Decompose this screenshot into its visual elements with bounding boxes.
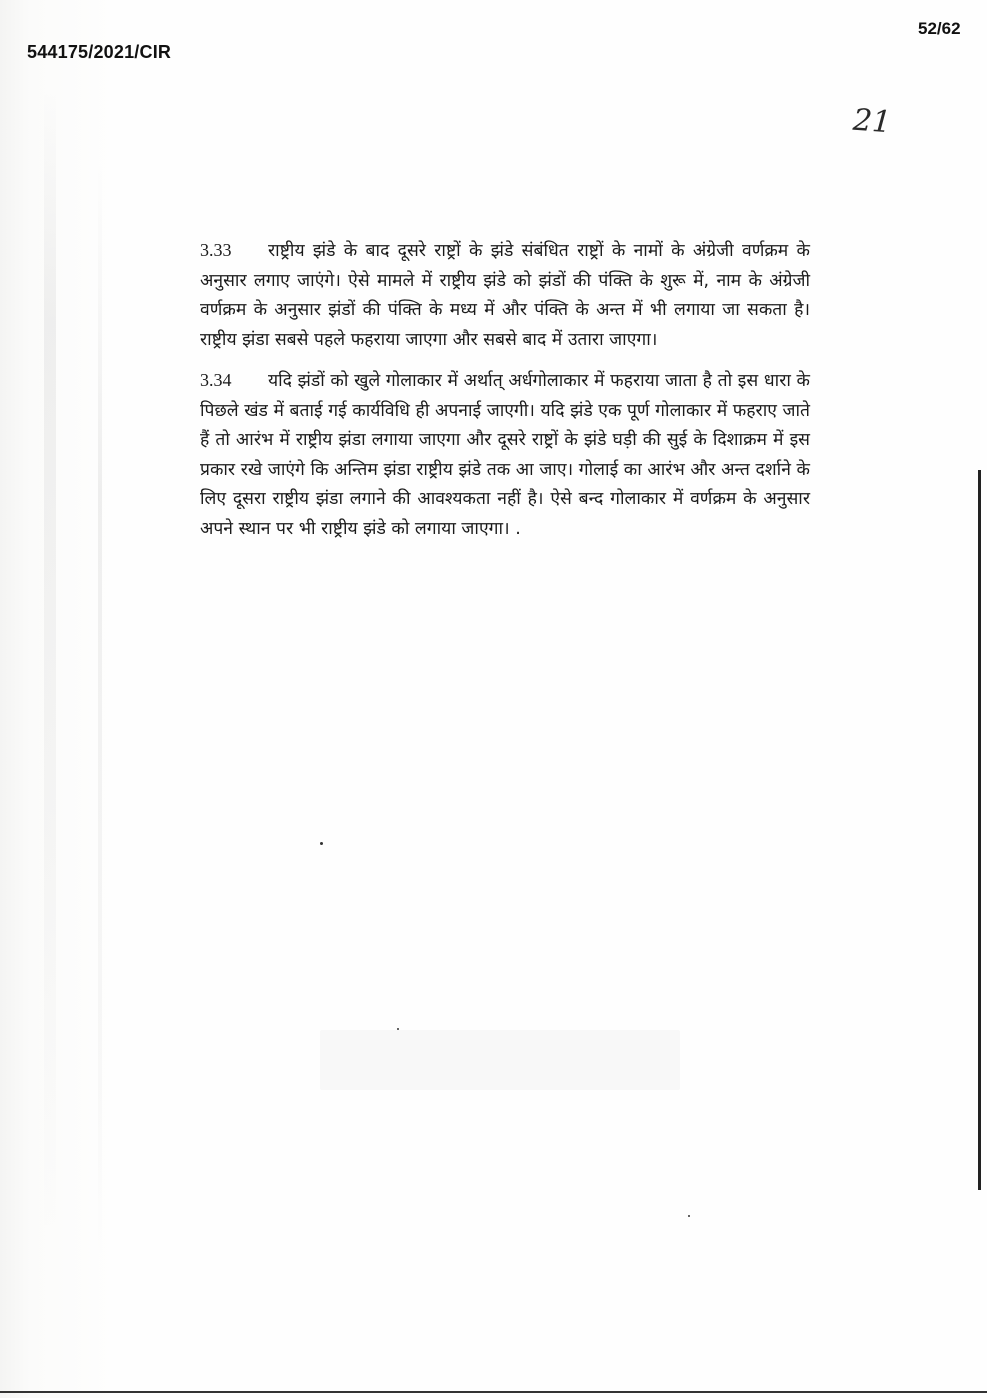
document-body bbox=[200, 236, 810, 555]
paragraph-number: 3.34 bbox=[200, 370, 232, 390]
paragraph-3-34 bbox=[200, 366, 810, 544]
paragraph-text: राष्ट्रीय झंडे के बाद दूसरे राष्ट्रों के झंडे संबंधित राष्ट्रों के नामों के अंग्रेजी वर्णक्रम के अनुसार लगाए जाएंगे। ऐसे मामले में राष्ट्रीय झंडे को झंडों की पंक्ति के शुरू में, नाम के अंग्रेजी वर्णक्रम के अनुसार झंडों की पंक्ति के मध्य में और पंक्ति के अन्त में भी लगाया जा सकता है। राष्ट्रीय झंडा सबसे पहले फहराया जाएगा और सबसे बाद में उतारा जाएगा। bbox=[200, 241, 810, 350]
bleed-through-text bbox=[320, 1030, 680, 1090]
speck bbox=[688, 1215, 690, 1217]
scan-edge-mark-right bbox=[978, 470, 981, 1190]
scan-shadow-left bbox=[44, 90, 56, 1240]
document-id: 544175/2021/CIR bbox=[27, 42, 172, 62]
paragraph-number: 3.33 bbox=[200, 240, 232, 260]
paragraph-3-33 bbox=[200, 236, 810, 355]
scan-shadow-inner bbox=[98, 160, 102, 1260]
paragraph-text: यदि झंडों को खुले गोलाकार में अर्थात् अर्धगोलाकार में फहराया जाता है तो इस धारा के पिछले खंड में बताई गई कार्यविधि ही अपनाई जाएगी। यदि झंडे एक पूर्ण गोलाकार में फहराए जाते हैं तो आरंभ में राष्ट्रीय झंडा लगाया जाएगा और दूसरे राष्ट्रों के झंडे घड़ी की सुई के दिशाक्रम में इस प्रकार रखे जाएंगे कि अन्तिम झंडा राष्ट्रीय झंडे तक आ जाए। गोलाई का आरंभ और अन्त दर्शाने के लिए दूसरा राष्ट्रीय झंडा लगाने की आवश्यकता नहीं है। ऐसे बन्द गोलाकार में वर्णक्रम के अनुसार अपने स्थान पर भी राष्ट्रीय झंडे को लगाया जाएगा। . bbox=[200, 371, 810, 539]
speck bbox=[320, 842, 323, 845]
speck bbox=[397, 1028, 399, 1030]
handwritten-page-number: 21 bbox=[851, 102, 893, 141]
scan-edge-bottom bbox=[0, 1391, 987, 1393]
page-count: 52/62 bbox=[918, 19, 961, 38]
